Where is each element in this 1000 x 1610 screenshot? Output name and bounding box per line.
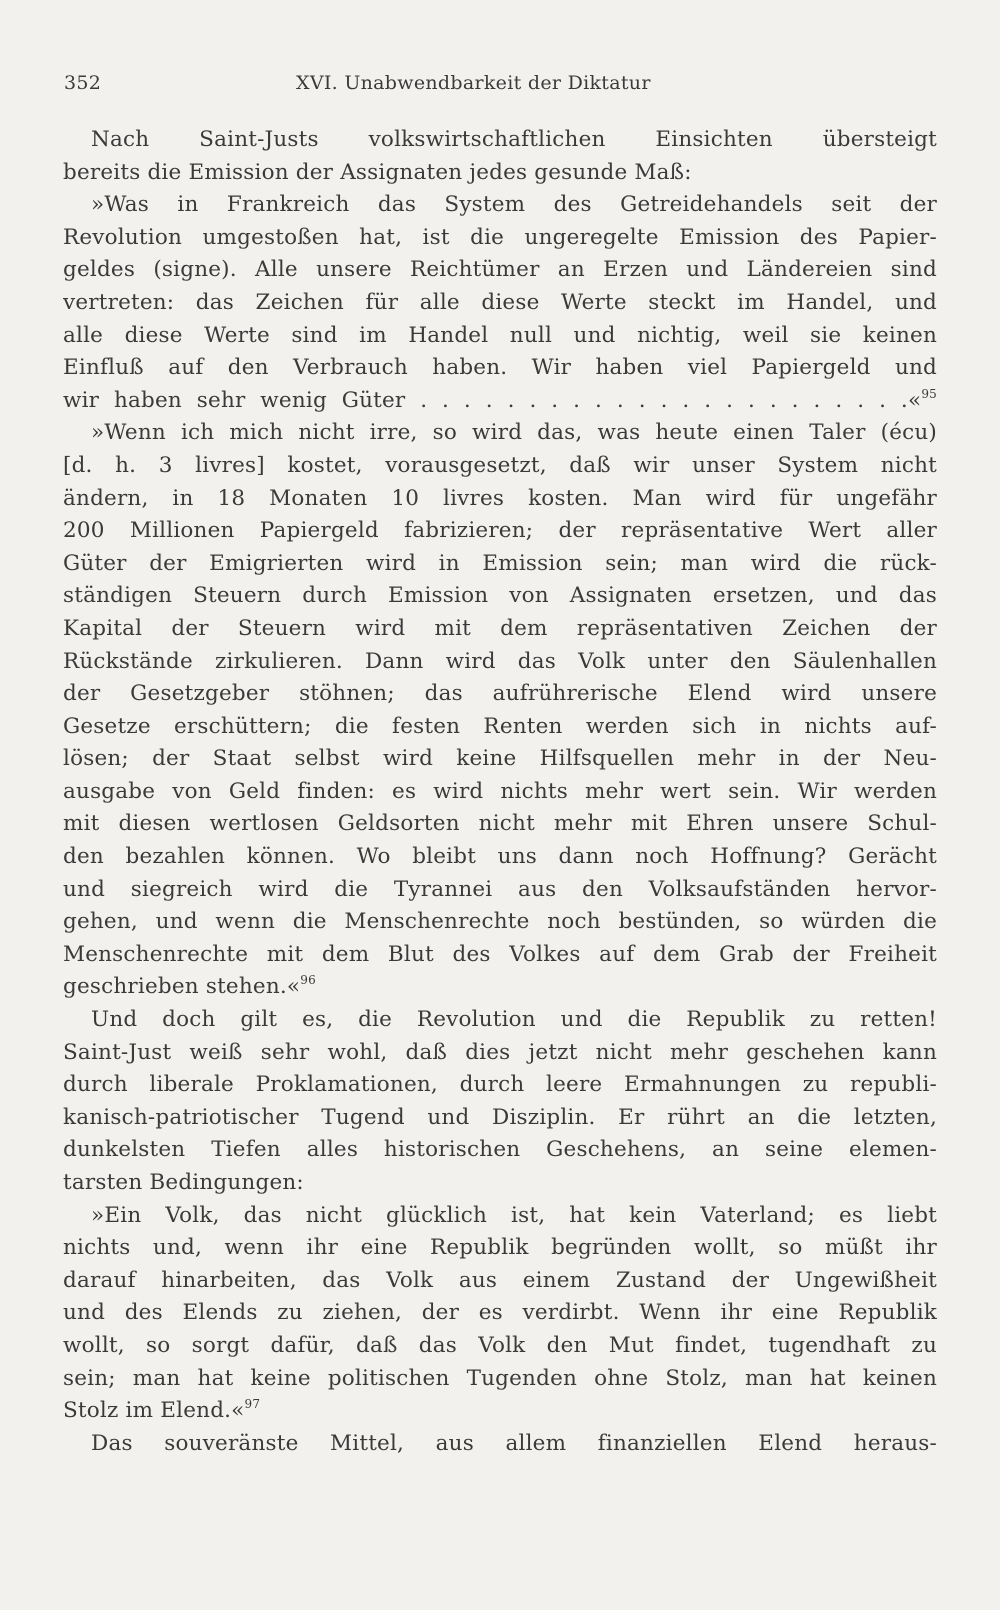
text-line	[63, 157, 937, 190]
text-line-content: Nach Saint-Justs volkswirtschaftlichen Einsichten übersteigt	[91, 127, 937, 152]
text-line-content: vertreten: das Zeichen für alle diese Werte steckt im Handel, und	[63, 289, 937, 315]
text-line-content: geschrieben stehen.«	[63, 974, 301, 1000]
text-line-content: sein; man hat keine politischen Tugenden ohne Stolz, man hat keinen	[63, 1365, 937, 1391]
text-line-content: wollt, so sorgt dafür, daß das Volk den Mut findet, tugendhaft zu	[63, 1332, 937, 1358]
text-line-content: »Was in Frankreich das System des Getreidehandels seit der	[91, 192, 937, 218]
text-line	[63, 417, 937, 450]
text-line	[63, 711, 937, 744]
text-line	[63, 124, 937, 157]
text-line-content: Stolz im Elend.«	[63, 1398, 245, 1424]
text-line	[63, 1069, 937, 1102]
text-line	[63, 1232, 937, 1265]
text-line	[63, 320, 937, 353]
text-line-content: ausgabe von Geld finden: es wird nichts mehr wert sein. Wir werden	[63, 778, 937, 804]
text-line	[63, 646, 937, 679]
text-line-content: darauf hinarbeiten, das Volk aus einem Zustand der Ungewißheit	[63, 1267, 937, 1293]
text-line	[63, 450, 937, 483]
text-line-content: gehen, und wenn die Menschenrechte noch bestünden, so würden die	[63, 909, 937, 935]
text-line-content: und siegreich wird die Tyrannei aus den Volksaufständen hervor-	[63, 876, 937, 902]
text-line-content: 200 Millionen Papiergeld fabrizieren; der repräsentative Wert aller	[63, 518, 937, 544]
text-line-content: ändern, in 18 Monaten 10 livres kosten. Man wird für ungefähr	[63, 485, 937, 511]
text-line-content: Gesetze erschüttern; die festen Renten werden sich in nichts auf-	[63, 713, 937, 739]
text-line-content: alle diese Werte sind im Handel null und nichtig, weil sie keinen	[63, 322, 937, 348]
text-line	[63, 483, 937, 516]
page-number: 352	[64, 72, 102, 94]
text-line-content: Menschenrechte mit dem Blut des Volkes auf dem Grab der Freiheit	[63, 941, 937, 967]
text-line	[63, 874, 937, 907]
text-line	[63, 1200, 937, 1233]
text-line	[63, 613, 937, 646]
footnote-marker: 97	[244, 1397, 261, 1412]
text-line-content: Einfluß auf den Verbrauch haben. Wir haben viel Papiergeld und	[63, 355, 937, 381]
text-line	[63, 776, 937, 809]
text-line-content: lösen; der Staat selbst wird keine Hilfsquellen mehr in der Neu-	[63, 746, 937, 772]
text-line-content: ständigen Steuern durch Emission von Assignaten ersetzen, und das	[63, 583, 937, 609]
text-line	[63, 548, 937, 581]
text-line	[63, 1102, 937, 1135]
text-line	[63, 222, 937, 255]
text-line	[63, 287, 937, 320]
text-line-content: Kapital der Steuern wird mit dem repräsentativen Zeichen der	[63, 615, 937, 641]
text-line	[63, 1265, 937, 1298]
text-line-content: durch liberale Proklamationen, durch leere Ermahnungen zu republi-	[63, 1072, 937, 1098]
text-line-content: nichts und, wenn ihr eine Republik begründen wollt, so müßt ihr	[63, 1235, 937, 1261]
text-line-content: den bezahlen können. Wo bleibt uns dann noch Hoffnung? Gerächt	[63, 844, 937, 870]
text-line	[63, 808, 937, 841]
text-line	[63, 1037, 937, 1070]
text-line-content: Revolution umgestoßen hat, ist die ungeregelte Emission des Papier-	[63, 224, 937, 250]
text-line-content: Rückstände zirkulieren. Dann wird das Volk unter den Säulenhallen	[63, 648, 937, 674]
text-line	[63, 1330, 937, 1363]
text-line	[63, 189, 937, 222]
text-line	[63, 939, 937, 972]
text-line-content: Und doch gilt es, die Revolution und die Republik zu retten!	[91, 1007, 937, 1033]
text-line-content: geldes (signe). Alle unsere Reichtümer an Erzen und Ländereien sind	[63, 257, 937, 283]
text-line	[63, 1167, 937, 1200]
text-line	[63, 352, 937, 385]
running-title: XVI. Unabwendbarkeit der Diktatur	[296, 72, 651, 94]
text-line	[63, 841, 937, 874]
text-line-content: Das souveränste Mittel, aus allem finanziellen Elend heraus-	[91, 1430, 937, 1456]
text-line-content: mit diesen wertlosen Geldsorten nicht mehr mit Ehren unsere Schul-	[63, 811, 937, 837]
text-line-content: »Wenn ich mich nicht irre, so wird das, was heute einen Taler (écu)	[91, 420, 937, 446]
text-line	[63, 254, 937, 287]
text-line	[63, 678, 937, 711]
page-header	[64, 72, 936, 100]
text-line	[63, 743, 937, 776]
text-line-content: bereits die Emission der Assignaten jedes gesunde Maß:	[63, 159, 692, 185]
text-line-content: »Ein Volk, das nicht glücklich ist, hat kein Vaterland; es liebt	[91, 1202, 937, 1228]
text-line	[63, 1363, 937, 1396]
footnote-marker: 96	[300, 973, 316, 988]
text-line	[63, 1134, 937, 1167]
text-line-content: der Gesetzgeber stöhnen; das aufrührerische Elend wird unsere	[63, 681, 937, 707]
text-line-content: Güter der Emigrierten wird in Emission sein; man wird die rück-	[63, 550, 937, 576]
text-line	[63, 971, 937, 1004]
footnote-marker: 95	[921, 386, 937, 401]
text-line-content: Saint-Just weiß sehr wohl, daß dies jetzt nicht mehr geschehen kann	[63, 1039, 937, 1065]
text-line	[63, 515, 937, 548]
text-line	[63, 580, 937, 613]
text-line-content: dunkelsten Tiefen alles historischen Geschehens, an seine elemen-	[63, 1137, 937, 1163]
text-line-content: tarsten Bedingungen:	[63, 1170, 304, 1195]
text-line	[63, 1395, 937, 1428]
text-line	[63, 906, 937, 939]
text-line-content: wir haben sehr wenig Güter . . . . . . . . . . . . . . . . . . . . . . .«	[63, 387, 922, 413]
text-line	[63, 1297, 937, 1330]
body-text	[63, 124, 937, 1460]
text-line-content: kanisch-patriotischer Tugend und Disziplin. Er rührt an die letzten,	[63, 1104, 937, 1130]
text-line-content: und des Elends zu ziehen, der es verdirbt. Wenn ihr eine Republik	[63, 1300, 937, 1326]
text-line	[63, 1004, 937, 1037]
text-line	[63, 385, 937, 418]
text-line	[63, 1428, 937, 1461]
text-line-content: [d. h. 3 livres] kostet, vorausgesetzt, daß wir unser System nicht	[63, 452, 937, 478]
